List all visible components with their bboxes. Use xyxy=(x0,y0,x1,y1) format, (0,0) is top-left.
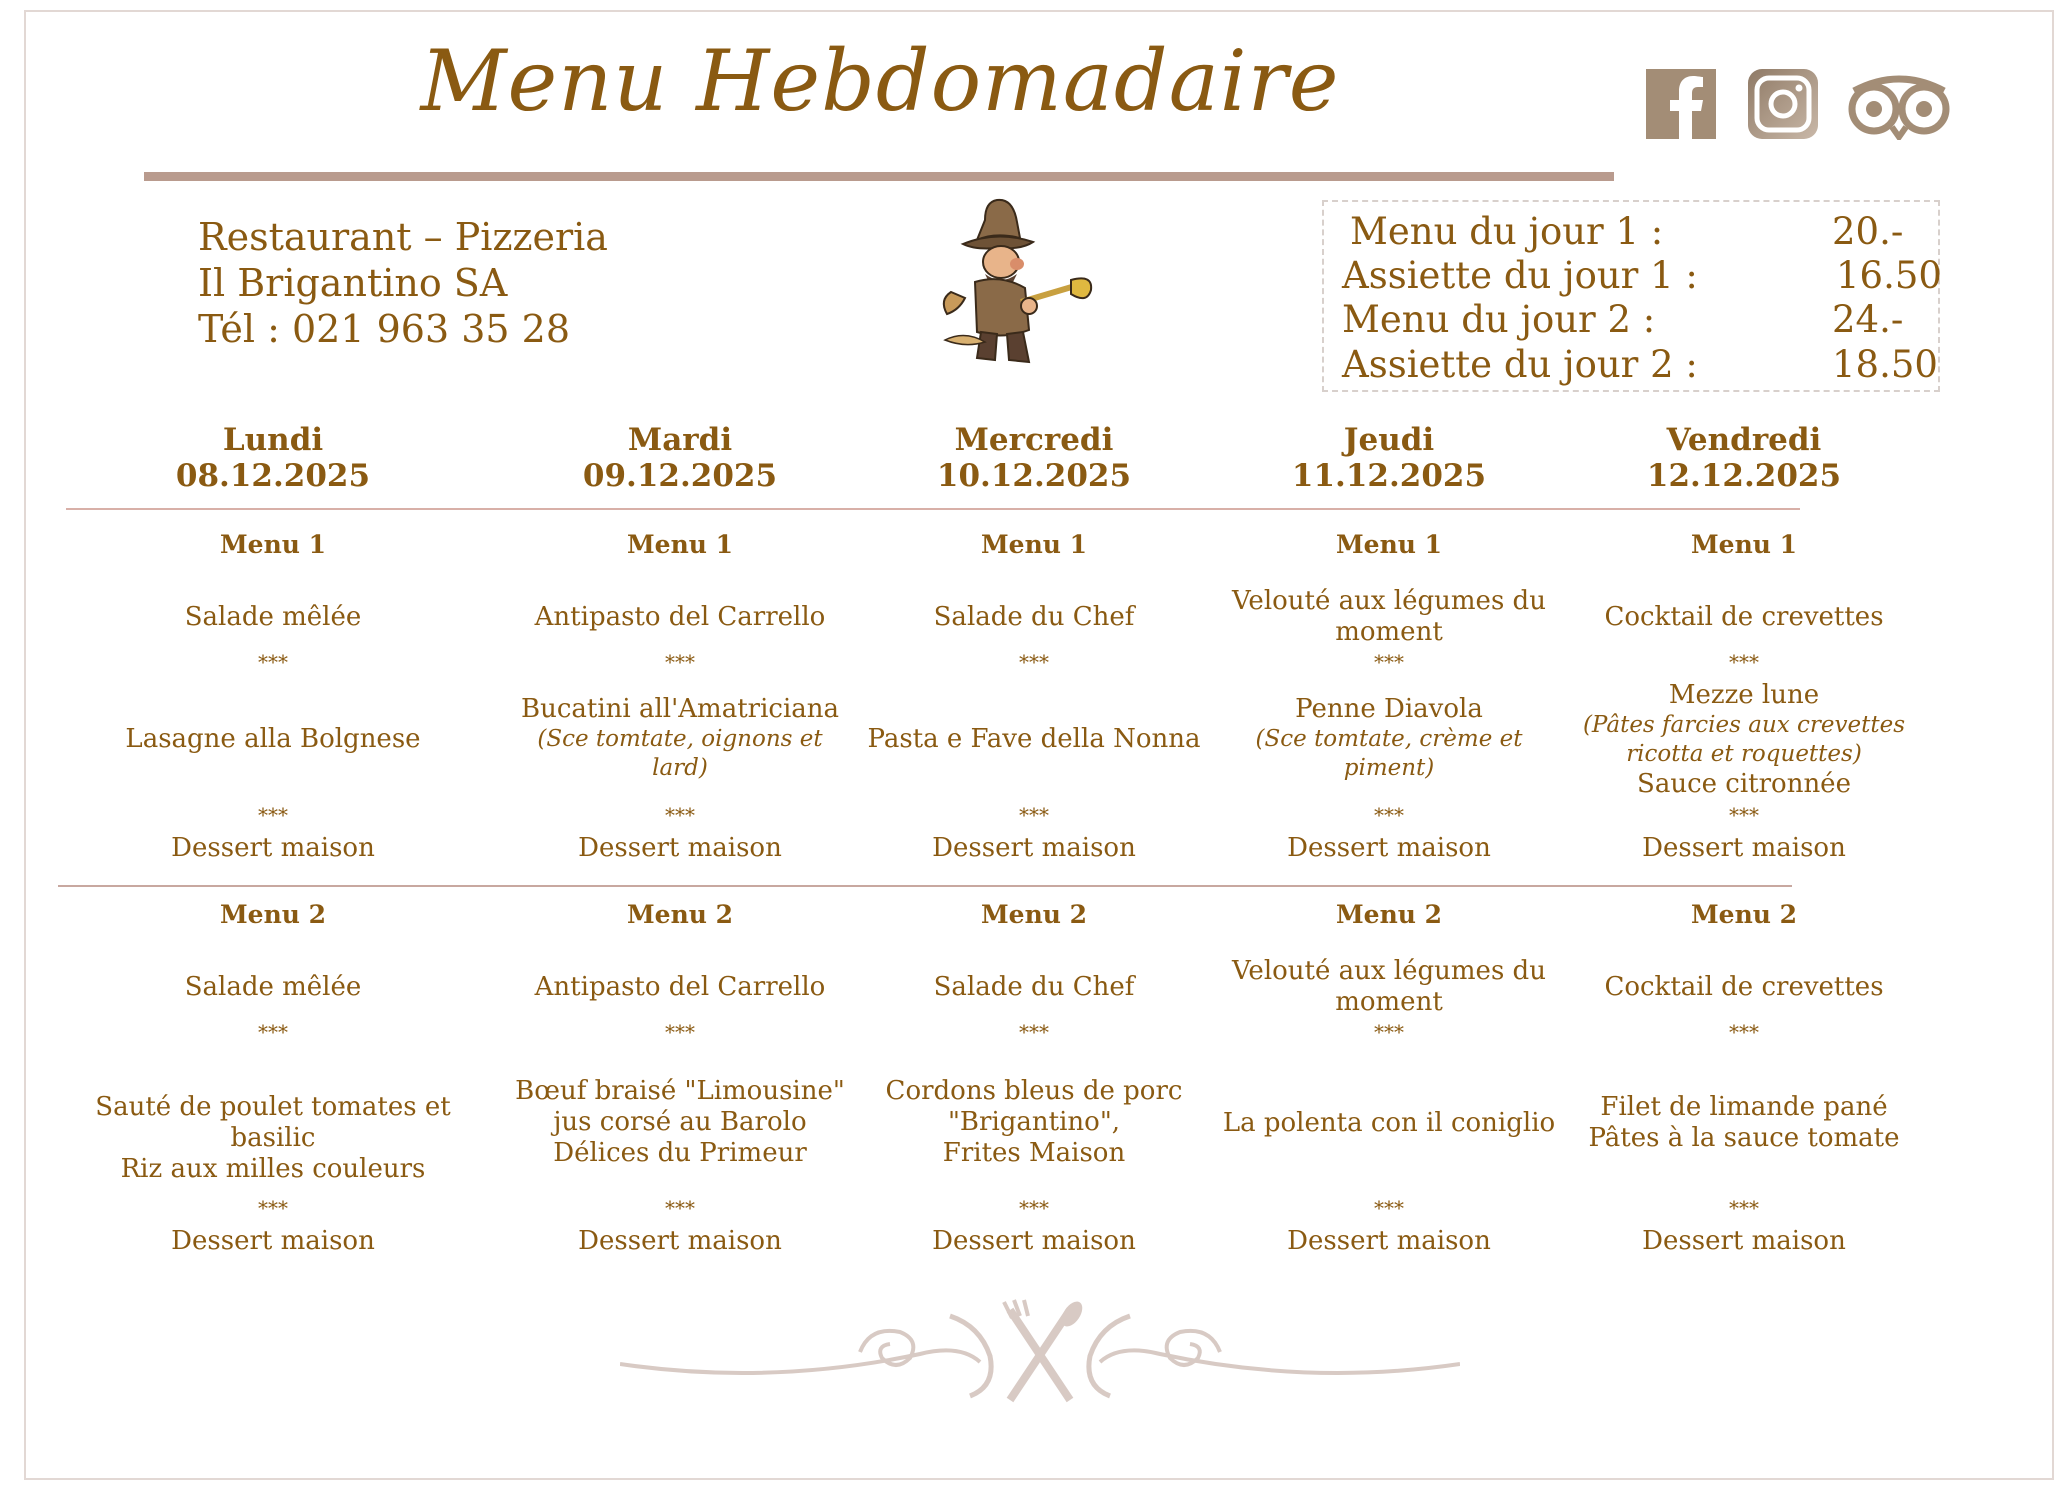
day-name: Jeudi xyxy=(1343,422,1435,458)
dessert: Dessert maison xyxy=(1287,1226,1491,1256)
day-name: Vendredi xyxy=(1666,422,1822,458)
price-row xyxy=(1342,210,1920,254)
menu-divider xyxy=(58,885,1792,887)
menu-heading: Menu 2 xyxy=(626,900,734,929)
main-line: Penne Diavola xyxy=(1295,694,1483,724)
main-line: Pâtes à la sauce tomate xyxy=(1588,1123,1900,1153)
price-row xyxy=(1342,298,1920,342)
menu-heading: Menu 1 xyxy=(1335,530,1443,559)
day-name: Lundi xyxy=(222,422,324,458)
separator: *** xyxy=(665,1020,695,1044)
separator: *** xyxy=(1374,1020,1404,1044)
separator: *** xyxy=(258,650,288,674)
separator: *** xyxy=(1729,803,1759,827)
starter: Velouté aux légumes du moment xyxy=(1232,956,1546,1017)
main-course xyxy=(1574,680,1914,800)
main-line: Délices du Primeur xyxy=(553,1138,807,1168)
main-detail: (Sce tomtate, crème et piment) xyxy=(1255,726,1523,781)
main-line: Sauté de poulet tomates et basilic xyxy=(95,1092,451,1153)
separator: *** xyxy=(258,1020,288,1044)
main-sauce: Sauce citronnée xyxy=(1637,769,1851,799)
restaurant-type: Restaurant – Pizzeria xyxy=(198,215,608,259)
price-value: 24.- xyxy=(1832,298,1904,341)
starter: Salade mêlée xyxy=(184,972,362,1002)
menu-heading: Menu 1 xyxy=(626,530,734,559)
dessert: Dessert maison xyxy=(1642,833,1846,863)
main-detail: (Pâtes farcies aux crevettes ricotta et roquettes) xyxy=(1582,712,1906,767)
separator: *** xyxy=(665,1196,695,1220)
menu-heading: Menu 1 xyxy=(1690,530,1798,559)
starter: Salade du Chef xyxy=(933,972,1135,1002)
dessert: Dessert maison xyxy=(578,1226,782,1256)
starter: Antipasto del Carrello xyxy=(534,602,826,632)
price-label: Assiette du jour 2 : xyxy=(1342,343,1698,386)
separator: *** xyxy=(1374,1196,1404,1220)
price-value: 20.- xyxy=(1832,210,1904,253)
dessert: Dessert maison xyxy=(171,1226,375,1256)
dessert: Dessert maison xyxy=(932,1226,1136,1256)
main-line: Cordons bleus de porc xyxy=(885,1076,1183,1106)
main-line: "Brigantino", xyxy=(947,1107,1121,1137)
instagram-icon[interactable] xyxy=(1748,68,1818,140)
main-line: Bucatini all'Amatriciana xyxy=(520,694,840,724)
price-row xyxy=(1342,254,1942,298)
main-detail: (Sce tomtate, oignons et lard) xyxy=(537,726,823,781)
price-value: 16.50 xyxy=(1836,254,1942,297)
menu-heading: Menu 2 xyxy=(219,900,327,929)
dessert: Dessert maison xyxy=(578,833,782,863)
day-date: 12.12.2025 xyxy=(1646,458,1842,494)
separator: *** xyxy=(1374,803,1404,827)
starter: Salade mêlée xyxy=(184,602,362,632)
price-label: Menu du jour 2 : xyxy=(1342,298,1656,341)
restaurant-phone: Tél : 021 963 35 28 xyxy=(198,307,571,351)
menu-heading: Menu 2 xyxy=(1335,900,1443,929)
menu-heading: Menu 1 xyxy=(219,530,327,559)
tripadvisor-icon[interactable] xyxy=(1844,68,1954,140)
separator: *** xyxy=(1019,1020,1049,1044)
separator: *** xyxy=(258,803,288,827)
starter: Cocktail de crevettes xyxy=(1604,972,1884,1002)
restaurant-info xyxy=(198,214,608,352)
main-course: Pasta e Fave della Nonna xyxy=(867,724,1201,754)
separator: *** xyxy=(1729,650,1759,674)
main-course: Lasagne alla Bolgnese xyxy=(125,724,421,754)
starter: Salade du Chef xyxy=(933,602,1135,632)
price-value: 18.50 xyxy=(1832,343,1938,386)
dessert: Dessert maison xyxy=(1642,1226,1846,1256)
separator: *** xyxy=(665,650,695,674)
separator: *** xyxy=(1019,803,1049,827)
main-course: La polenta con il coniglio xyxy=(1222,1108,1556,1138)
title-divider xyxy=(144,172,1614,181)
menu-heading: Menu 2 xyxy=(1690,900,1798,929)
main-line: Filet de limande pané xyxy=(1600,1092,1888,1122)
main-course xyxy=(58,1092,488,1185)
main-line: Riz aux milles couleurs xyxy=(120,1154,426,1184)
dessert: Dessert maison xyxy=(1287,833,1491,863)
separator: *** xyxy=(665,803,695,827)
price-label: Menu du jour 1 : xyxy=(1350,210,1664,253)
facebook-icon[interactable] xyxy=(1646,68,1716,140)
brigand-mascot-illustration xyxy=(925,190,1100,370)
separator: *** xyxy=(1019,650,1049,674)
day-date: 08.12.2025 xyxy=(175,458,371,494)
cutlery-ornament xyxy=(620,1296,1460,1416)
starter: Cocktail de crevettes xyxy=(1604,602,1884,632)
day-date: 10.12.2025 xyxy=(936,458,1132,494)
menu-heading: Menu 2 xyxy=(980,900,1088,929)
starter: Antipasto del Carrello xyxy=(534,972,826,1002)
separator: *** xyxy=(1729,1196,1759,1220)
main-course xyxy=(1229,694,1549,783)
main-line: jus corsé au Barolo xyxy=(553,1107,807,1137)
restaurant-name: Il Brigantino SA xyxy=(198,261,508,305)
main-line: Bœuf braisé "Limousine" xyxy=(515,1076,845,1106)
day-date: 09.12.2025 xyxy=(582,458,778,494)
main-course xyxy=(520,694,840,783)
main-line: Mezze lune xyxy=(1668,680,1820,710)
separator: *** xyxy=(1729,1020,1759,1044)
daily-prices-box xyxy=(1322,200,1940,392)
starter: Velouté aux légumes du moment xyxy=(1232,586,1546,647)
separator: *** xyxy=(1374,650,1404,674)
main-line: Frites Maison xyxy=(942,1138,1126,1168)
day-date: 11.12.2025 xyxy=(1291,458,1487,494)
day-name: Mardi xyxy=(627,422,733,458)
dessert: Dessert maison xyxy=(171,833,375,863)
price-label: Assiette du jour 1 : xyxy=(1342,254,1698,297)
dessert: Dessert maison xyxy=(932,833,1136,863)
day-name: Mercredi xyxy=(954,422,1114,458)
separator: *** xyxy=(258,1196,288,1220)
main-course xyxy=(1534,1092,1954,1154)
page-title: Menu Hebdomadaire xyxy=(420,32,1340,130)
separator: *** xyxy=(1019,1196,1049,1220)
price-row xyxy=(1342,343,1938,387)
menu-heading: Menu 1 xyxy=(980,530,1088,559)
header-divider xyxy=(66,508,1800,510)
